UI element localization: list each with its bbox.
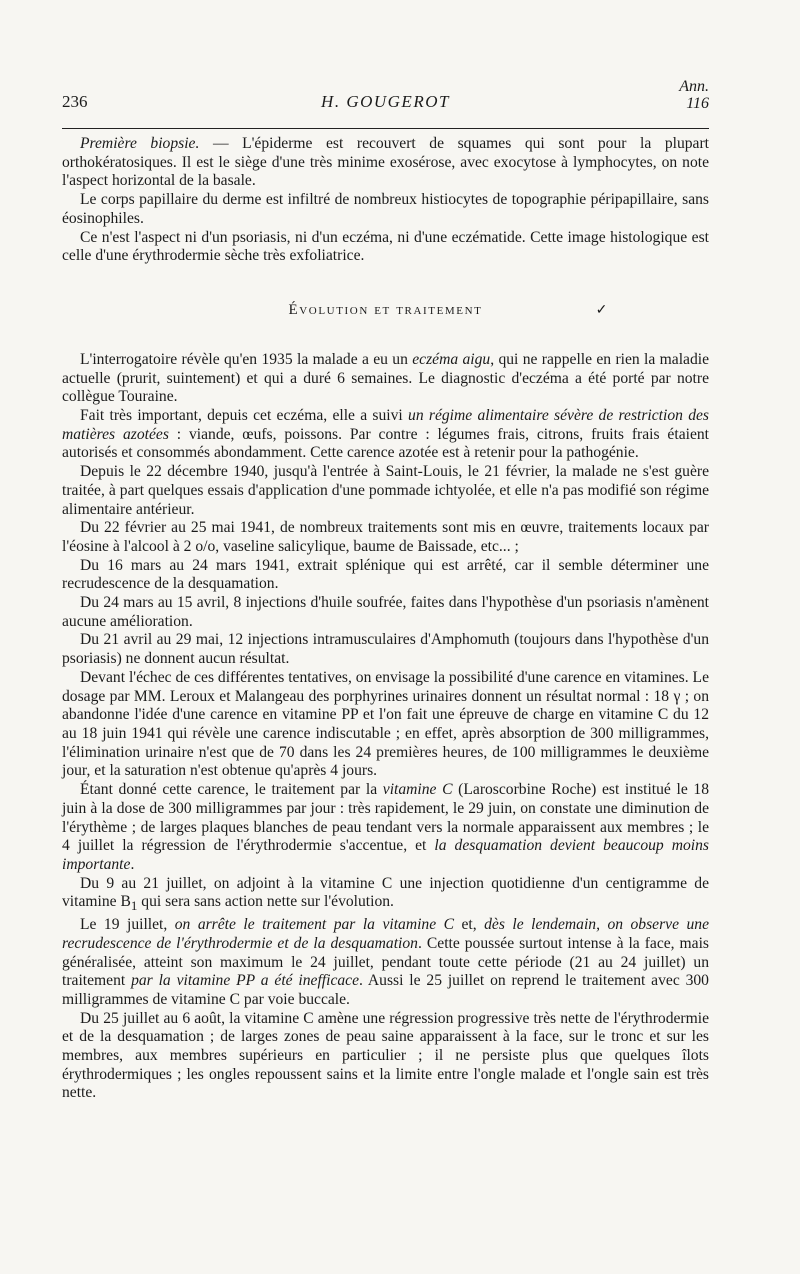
running-author: H. GOUGEROT [321, 92, 450, 111]
paragraph: L'interrogatoire révèle qu'en 1935 la malade a eu un eczéma aigu, qui ne rappelle en rien la maladie actuelle (prurit, suintement) et qui a duré 6 semaines. Le diagnostic d'eczéma a été porté par notre collègue Touraine. [62, 350, 709, 406]
section-heading [62, 302, 709, 319]
paragraph: Du 22 février au 25 mai 1941, de nombreux traitements sont mis en œuvre, traitements locaux par l'éosine à l'alcool à 2 o/o, vaseline salicylique, baume de Baissade, etc... ; [62, 519, 709, 555]
paragraph: Ce n'est l'aspect ni d'un psoriasis, ni d'un eczéma, ni d'une eczématide. Cette image histologique est celle d'une érythrodermie sèche très exfoliatrice. [62, 228, 709, 265]
paragraph: Du 16 mars au 24 mars 1941, extrait splénique qui est arrêté, car il semble déterminer une recrudescence de la desquamation. [62, 556, 709, 593]
journal-abbreviation: Ann. [679, 78, 709, 95]
paragraph: Devant l'échec de ces différentes tentatives, on envisage la possibilité d'une carence en vitamines. Le dosage par MM. Leroux et Malangeau des porphyrines urinaires donnent un résultat normal : 18 γ ; on abandonne l'idée d'une carence en vitamine PP et l'on fait une épreuve de charge en vitamine C du 12 au 18 juin 1941 qui révèle une carence indiscutable ; en effet, après absorption de 300 milligrammes, l'élimination urinaire n'est que de 70 dans les 24 premières heures, de 100 milligrammes le deuxième jour, et la saturation n'est obtenue qu'après 4 jours. [62, 668, 709, 780]
paragraph: Du 24 mars au 15 avril, 8 injections d'huile soufrée, faites dans l'hypothèse d'un psoriasis n'amènent aucune amélioration. [62, 594, 709, 630]
journal-reference [679, 78, 709, 112]
running-header [62, 78, 709, 129]
article-body [62, 135, 709, 1103]
biopsy-text: — L'épiderme est recouvert de squames qui sont pour la plupart orthokératosiques. Il est le siège d'une très minime exosérose, avec exocytose à lymphocytes, on note l'aspect horizontal de la basale. [62, 135, 709, 190]
margin-mark: ✓ [595, 302, 609, 318]
paragraph: Du 9 au 21 juillet, on adjoint à la vitamine C une injection quotidienne d'un centigramme de vitamine $B_1$ qui sera sans action nette sur l'évolution. [62, 874, 709, 914]
paragraph: Du 21 avril au 29 mai, 12 injections intramusculaires d'Amphomuth (toujours dans l'hypothèse d'un psoriasis) ne donnent aucun résultat. [62, 631, 709, 668]
section-title: Évolution et traitement [288, 301, 483, 318]
paragraph: Le 19 juillet, on arrête le traitement par la vitamine C et, dès le lendemain, on observe une recrudescence de l'érythrodermie et de la desquamation. Cette poussée surtout intense à la face, mais généralisée, atteint son maximum le 24 juillet, pendant toute cette période (21 au 24 juillet) un traitement par la vitamine PP a été inefficace. Aussi le 25 juillet on reprend le traitement avec 300 milligrammes de vitamine C par voie buccale. [62, 916, 709, 1008]
paragraph: Étant donné cette carence, le traitement par la vitamine C (Laroscorbine Roche) est institué le 18 juin à la dose de 300 milligrammes par jour : très rapidement, le 29 juin, on constate une diminution de l'érythème ; de larges plaques blanches de peau tendant vers la normale apparaissent aux membres ; le 4 juillet la régression de l'érythrodermie s'accentue, et la desquamation devient beaucoup moins importante. [62, 781, 709, 873]
page [62, 78, 709, 1103]
biopsy-lead: Première biopsie. [80, 135, 200, 152]
paragraph: Fait très important, depuis cet eczéma, elle a suivi un régime alimentaire sévère de restriction des matières azotées : viande, œufs, poissons. Par contre : légumes frais, citrons, fruits frais étaient autorisés et consommés abondamment. Cette carence azotée est à retenir pour la pathogénie. [62, 407, 709, 462]
paragraph: Depuis le 22 décembre 1940, jusqu'à l'entrée à Saint-Louis, le 21 février, la malade ne s'est guère traitée, à part quelques essais d'application d'une pommade ichtyolée, et elle n'a pas modifié son régime alimentaire antérieur. [62, 463, 709, 518]
paragraph: Du 25 juillet au 6 août, la vitamine C amène une régression progressive très nette de l'érythrodermie et de la desquamation ; de larges zones de peau saine apparaissent à la face, sur le tronc et sur les membres, aux membres supérieurs en particulier ; il ne persiste plus que quelques îlots érythrodermiques ; les ongles repoussent sains et la limite entre l'ongle malade et l'ongle sain est très nette. [62, 1009, 709, 1102]
page-number: 236 [62, 92, 88, 111]
biopsy-paragraph [62, 135, 709, 191]
paragraph: Le corps papillaire du derme est infiltré de nombreux histiocytes de topographie péripapillaire, sans éosinophiles. [62, 191, 709, 227]
journal-volume: 116 [686, 95, 709, 112]
